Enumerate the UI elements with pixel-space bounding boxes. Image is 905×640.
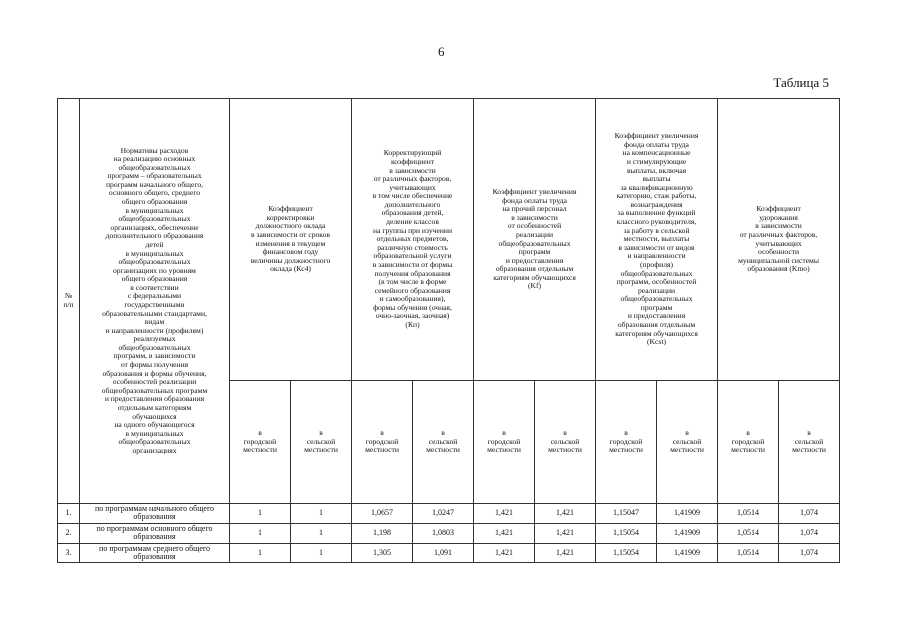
subheader-rural: в сельской местности [535,381,596,504]
kc4-city-value: 1 [230,523,291,543]
kf-city-value: 1,421 [474,543,535,563]
row-number: 1. [58,504,80,524]
subheader-rural: в сельской местности [413,381,474,504]
kcst-rural-value: 1,41909 [657,523,718,543]
kp-rural-value: 1,0247 [413,504,474,524]
kf-rural-value: 1,421 [535,523,596,543]
header-row [58,99,840,381]
row-number: 3. [58,543,80,563]
subheader-rural: в сельской местности [291,381,352,504]
header-kc4: Коэффициент корректировки должностного оклада в зависимости от сроков изменения в текущем финансовом году величины должностного оклада (Кс4) [230,99,352,381]
kp-city-value: 1,198 [352,523,413,543]
kmo-city-value: 1,0514 [718,543,779,563]
kf-rural-value: 1,421 [535,543,596,563]
table-caption: Таблица 5 [773,75,829,90]
table-row [58,543,840,563]
kmo-rural-value: 1,074 [779,504,840,524]
kcst-city-value: 1,15054 [596,523,657,543]
subheader-city: в городской местности [718,381,779,504]
kc4-rural-value: 1 [291,543,352,563]
header-num: № п/п [58,99,80,504]
kp-rural-value: 1,0803 [413,523,474,543]
kp-rural-value: 1,091 [413,543,474,563]
kc4-city-value: 1 [230,504,291,524]
kp-city-value: 1,305 [352,543,413,563]
table-row [58,523,840,543]
kcst-city-value: 1,15054 [596,543,657,563]
row-name: по программам основного общего образования [80,523,230,543]
subheader-city: в городской местности [474,381,535,504]
header-kf: Коэффициент увеличения фонда оплаты труда на прочий персонал в зависимости от особенностей реализации общеобразовательных программ и предоставления образования отдельным категориям обучающихся (Kf) [474,99,596,381]
header-kmo: Коэффициент удорожания в зависимости от различных факторов, учитывающих особенности муниципальной системы образования (Kmo) [718,99,840,381]
header-kp: Корректирующий коэффициент в зависимости от различных факторов, учитывающих в том числе обеспечение дополнительного образования детей, деление классов на группы при изучении отдельных предметов, различную стоимость образовательной услуги в зависимости от формы получения образования (в том числе в форме семейного образования и самообразования), формы обучения (очная, очно-заочная, заочная) (Кп) [352,99,474,381]
subheader-rural: в сельской местности [779,381,840,504]
kcst-rural-value: 1,41909 [657,543,718,563]
kf-rural-value: 1,421 [535,504,596,524]
row-name: по программам среднего общего образования [80,543,230,563]
subheader-city: в городской местности [596,381,657,504]
kmo-rural-value: 1,074 [779,523,840,543]
row-name: по программам начального общего образования [80,504,230,524]
header-kcst: Коэффициент увеличения фонда оплаты труда на компенсационные и стимулирующие выплаты, включая выплаты за квалификационную категорию, стаж работы, вознаграждения за выполнение функций классного руководителя, за работу в сельской местности, выплаты в зависимости от видов и направленности (профиля) общеобразовательных программ, особенностей реализации общеобразовательных программ и предоставления образования отдельным категориям обучающихся (Kcst) [596,99,718,381]
kp-city-value: 1,0657 [352,504,413,524]
kc4-city-value: 1 [230,543,291,563]
kcst-city-value: 1,15047 [596,504,657,524]
kf-city-value: 1,421 [474,523,535,543]
kf-city-value: 1,421 [474,504,535,524]
kmo-city-value: 1,0514 [718,523,779,543]
coefficients-table [57,98,840,563]
subheader-rural: в сельской местности [657,381,718,504]
page-number: 6 [438,44,445,59]
subheader-city: в городской местности [230,381,291,504]
subheader-city: в городской местности [352,381,413,504]
row-number: 2. [58,523,80,543]
header-norms: Нормативы расходов на реализацию основных общеобразовательных программ – образовательных программ начального общего, основного общего, среднего общего образования в муниципальных общеобразовательных организациях, обеспечение дополнительного образования детей в муниципальных общеобразовательных организациях по уровням общего образования в соответствии с федеральными государственными образовательными стандартами, видам и направленности (профилям) реализуемых общеобразовательных программ, в зависимости от формы получения образования и формы обучения, особенностей реализации общеобразовательных программ и предоставления образования отдельным категориям обучающихся на одного обучающегося в муниципальных общеобразовательных организациях [80,99,230,504]
kc4-rural-value: 1 [291,523,352,543]
kc4-rural-value: 1 [291,504,352,524]
kmo-rural-value: 1,074 [779,543,840,563]
kmo-city-value: 1,0514 [718,504,779,524]
table-row [58,504,840,524]
kcst-rural-value: 1,41909 [657,504,718,524]
